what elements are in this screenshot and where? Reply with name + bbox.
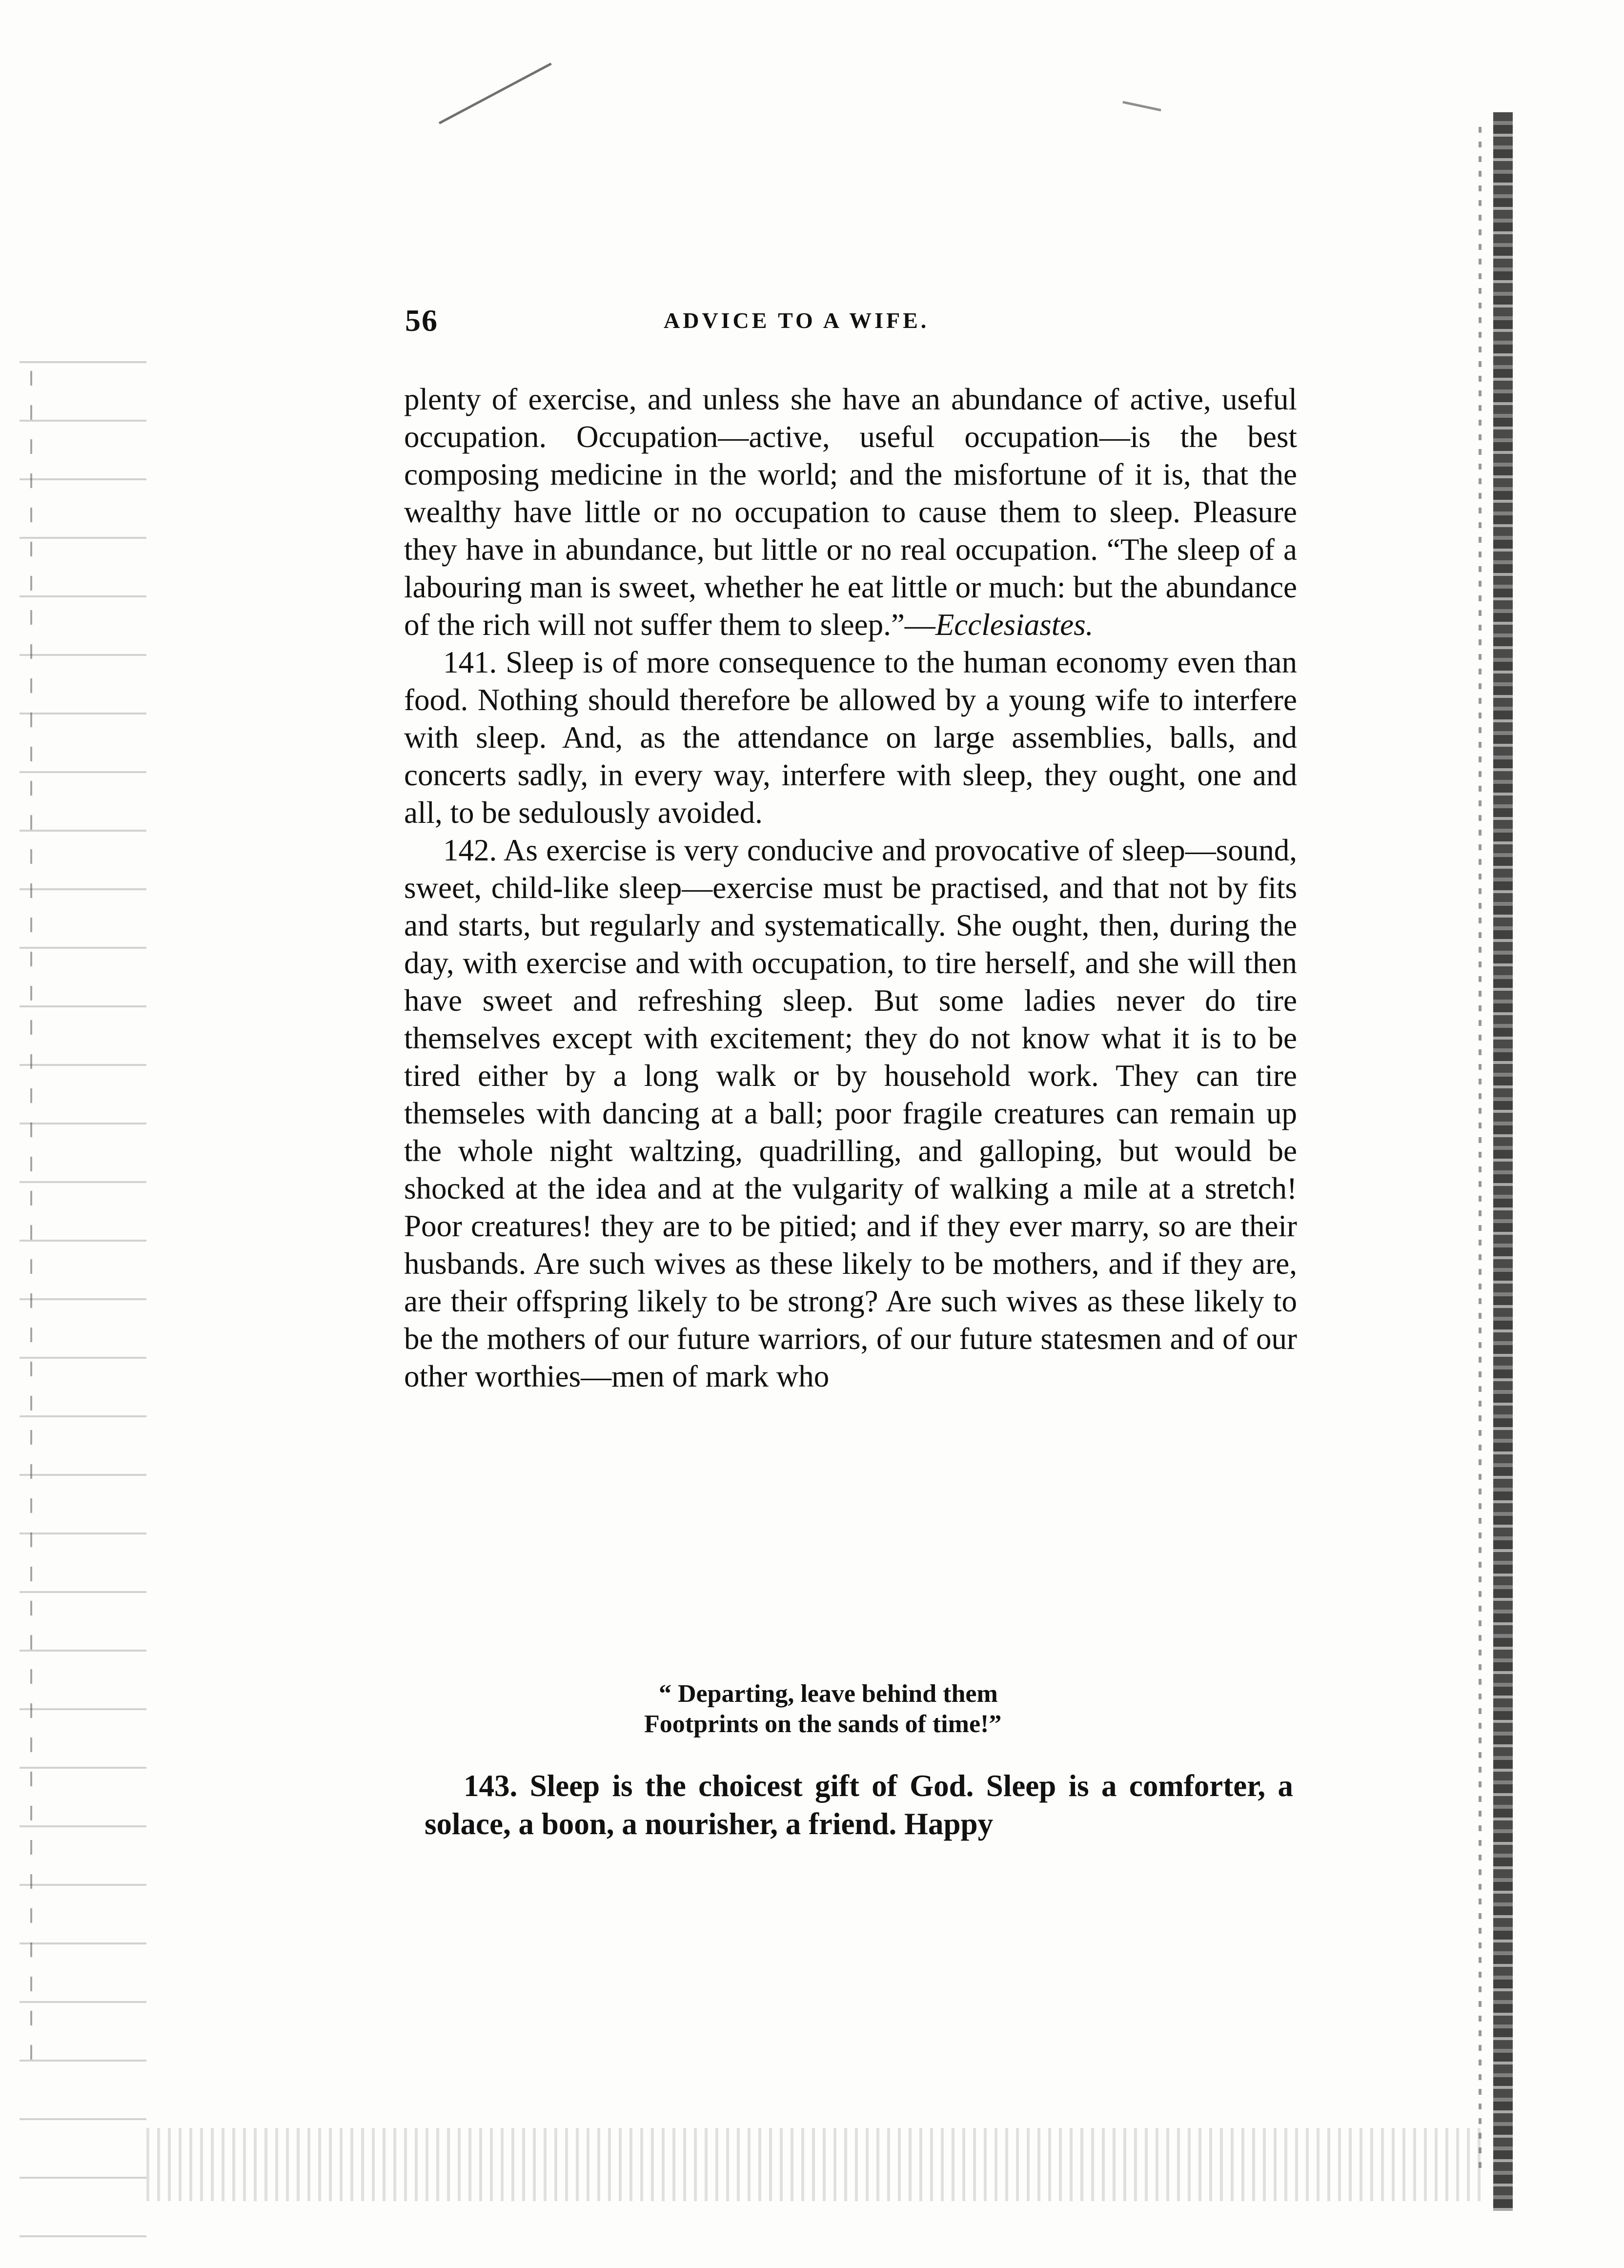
main-text-continued — [425, 1767, 1293, 1843]
paragraph-continued-text: plenty of exercise, and unless she have an abundance of active, useful occupation. Occupation—active, useful occupation—is the best composing medicine in the world; and the misfortune of it is, that the wealthy have little or no occupation to cause them to sleep. Pleasure they have in abundance, but little or no real occupation. “The sleep of a labouring man is sweet, whether he eat little or much: but the abundance of the rich will not suffer them to sleep.”— — [404, 382, 1297, 642]
scan-noise-bottom — [146, 2128, 1488, 2201]
page-header — [405, 303, 1318, 347]
main-text — [404, 381, 1297, 1395]
paragraph-143: 143. Sleep is the choicest gift of God. Sleep is a comforter, a solace, a boon, a nourisher, a friend. Happy — [425, 1769, 1293, 1841]
quote-line: “ Departing, leave behind them — [659, 1680, 998, 1708]
page-edge-shadow — [1493, 112, 1513, 2211]
paragraph-continued — [404, 381, 1297, 644]
running-title: ADVICE TO A WIFE. — [664, 308, 930, 333]
page-number: 56 — [405, 303, 438, 338]
scan-rule-left — [30, 371, 32, 2079]
paragraph-141: 141. Sleep is of more consequence to the human economy even than food. Nothing should therefore be allowed by a young wife to interfere with sleep. And, as the attendance on large assemblies, balls, and concerts sadly, in every way, interfere with sleep, they ought, one and all, to be sedulously avoided. — [404, 645, 1297, 830]
page-edge-shadow-thin — [1479, 127, 1482, 2177]
scan-noise-left — [20, 342, 146, 2245]
scan-mark-top — [439, 62, 552, 124]
quote-line: Footprints on the sands of time!” — [644, 1710, 1002, 1738]
scan-dash-top — [1122, 101, 1161, 112]
paragraph-142: 142. As exercise is very conducive and provocative of sleep—sound, sweet, child-like sleep—exercise must be practised, and that not by fits and starts, but regularly and systematically. She ought, then, during the day, with exercise and with occupation, to tire herself, and she will then have sweet and refreshing sleep. But some ladies never do tire themselves except with excitement; they do not know what it is to be tired either by a long walk or by household work. They can tire themseles with dancing at a ball; poor fragile creatures can remain up the whole night waltzing, quadrilling, and galloping, but would be shocked at the idea and at the vulgarity of walking a mile at a stretch! Poor creatures! they are to be pitied; and if they ever marry, so are their husbands. Are such wives as these likely to be mothers, and if they are, are their offspring likely to be strong? Are such wives as these likely to be the mothers of our future warriors, of our future statesmen and of our other worthies—men of mark who — [404, 833, 1297, 1393]
verse-quote — [547, 1679, 1230, 1739]
citation-ecclesiastes: Ecclesiastes. — [935, 608, 1094, 642]
